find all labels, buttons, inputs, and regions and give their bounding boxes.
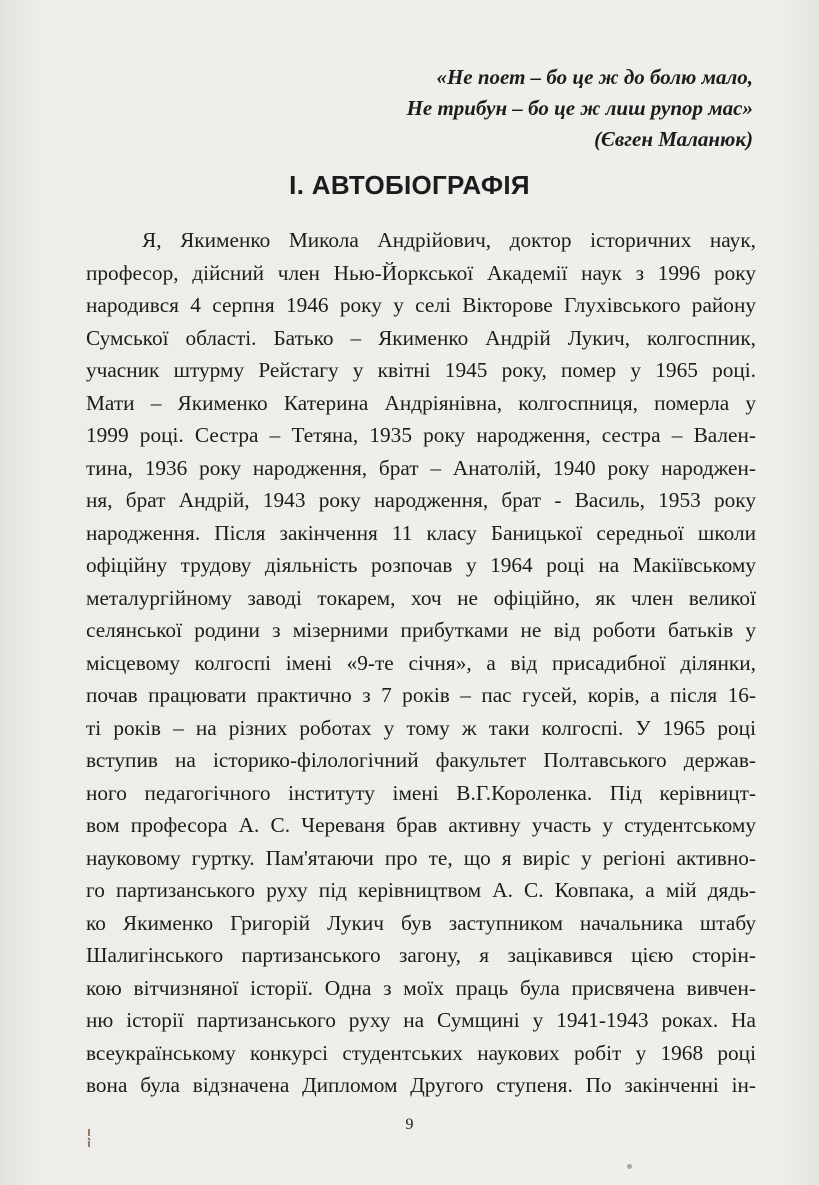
paper-speck — [627, 1164, 632, 1169]
ink-mark — [87, 1128, 91, 1148]
text-line: го партизанського руху під керівництвом А. С. Ковпака, а мій дядь- — [86, 878, 756, 902]
text-line: вона була відзначена Дипломом Другого ступеня. По закінченні ін- — [86, 1073, 756, 1097]
epigraph-attribution: (Євген Маланюк) — [594, 127, 753, 151]
text-line: всеукраїнському конкурсі студентських наукових робіт у 1968 році — [86, 1040, 756, 1065]
epigraph — [407, 62, 753, 155]
text-line: вступив на історико-філологічний факультет Полтавського держав- — [86, 748, 756, 772]
text-line: 1999 році. Сестра – Тетяна, 1935 року народження, сестра – Вален- — [86, 423, 756, 447]
text-line: кою вітчизняної історії. Одна з моїх праць була присвячена вивчен- — [86, 975, 756, 1000]
text-line: ного педагогічного інституту імені В.Г.Короленка. Під керівницт- — [86, 780, 756, 805]
text-line: Мати – Якименко Катерина Андріянівна, колгоспниця, померла у — [86, 390, 756, 415]
text-line: науковому гуртку. Пам'ятаючи про те, що я виріс у регіоні активно- — [86, 845, 756, 870]
page-number: 9 — [405, 1116, 414, 1133]
text-line: народився 4 серпня 1946 року у селі Вікторове Глухівського району — [86, 293, 756, 317]
text-line: Я, Якименко Микола Андрійович, доктор історичних наук, — [142, 228, 756, 252]
text-line: ко Якименко Григорій Лукич був заступником начальника штабу — [86, 910, 756, 935]
text-line: металургійному заводі токарем, хоч не офіційно, як член великої — [86, 585, 756, 610]
chapter-heading: І. АВТОБІОГРАФІЯ — [289, 170, 530, 200]
text-line: учасник штурму Рейстагу у квітні 1945 року, помер у 1965 році. — [86, 358, 756, 382]
text-line: місцевому колгоспі імені «9-те січня», а від присадибної ділянки, — [86, 650, 756, 675]
text-line: офіційну трудову діяльність розпочав у 1964 році на Макіївському — [86, 553, 756, 577]
text-line: селянської родини з мізерними прибутками не від роботи батьків у — [86, 618, 756, 642]
body-paragraph — [86, 224, 756, 1102]
text-line: Сумської області. Батько – Якименко Андрій Лукич, колгоспник, — [86, 325, 756, 350]
text-line: тина, 1936 року народження, брат – Анатолій, 1940 року народжен- — [86, 455, 756, 480]
text-line: ті років – на різних роботах у тому ж таки колгоспі. У 1965 році — [86, 715, 756, 740]
text-line: професор, дійсний член Нью-Йоркської Академії наук з 1996 року — [86, 260, 756, 285]
text-line: народження. Після закінчення 11 класу Баницької середньої школи — [86, 520, 756, 545]
text-line: вом професора А. С. Череваня брав активну участь у студентському — [86, 813, 756, 837]
epigraph-line-2: Не трибун – бо це ж лиш рупор мас» — [406, 96, 753, 120]
epigraph-line-1: «Не поет – бо це ж до болю мало, — [436, 65, 753, 89]
text-line: ню історії партизанського руху на Сумщині у 1941-1943 роках. На — [86, 1008, 756, 1032]
text-line: ня, брат Андрій, 1943 року народження, брат - Василь, 1953 року — [86, 488, 756, 512]
text-line: почав працювати практично з 7 років – пас гусей, корів, а після 16- — [86, 683, 756, 707]
text-line: Шалигінського партизанського загону, я зацікавився цією сторін- — [86, 943, 756, 967]
